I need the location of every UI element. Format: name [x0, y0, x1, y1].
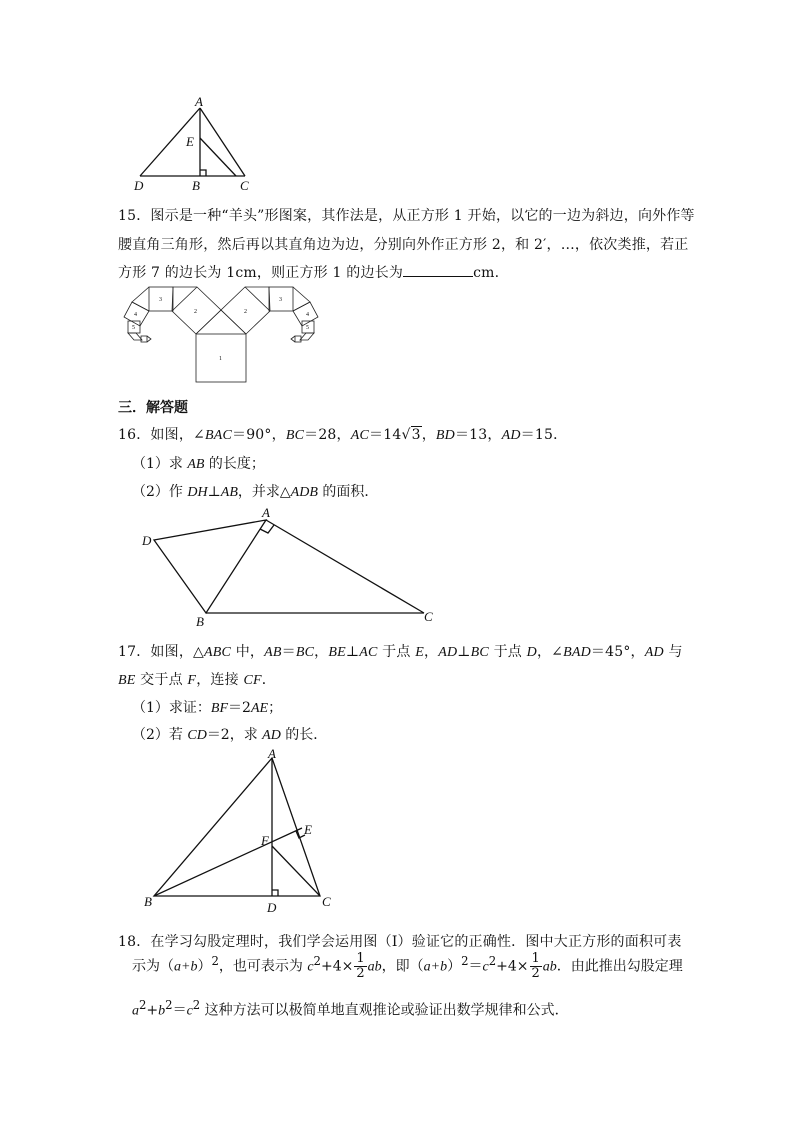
q17-part2: （2）若 CD＝2，求 AD 的长． — [132, 727, 328, 743]
label-C: C — [240, 178, 249, 193]
q16-part2: （2）作 DH⊥AB，并求△ADB 的面积． — [132, 484, 379, 500]
square-2-label-left: 2 — [194, 309, 197, 315]
label-A: A — [262, 505, 270, 520]
square-3-label-right: 3 — [279, 297, 282, 303]
fraction-half: $\frac{1}{2}$ — [531, 951, 540, 981]
label-A: A — [195, 96, 203, 109]
answer-blank[interactable] — [403, 264, 473, 277]
label-D: D — [267, 900, 277, 915]
square-1-label: 1 — [219, 356, 222, 362]
q16-part1: （1）求 AB 的长度； — [132, 456, 265, 472]
square-5-label-right: 5 — [306, 325, 309, 331]
label-E: E — [304, 822, 312, 837]
label-D: D — [142, 533, 152, 548]
label-E: E — [186, 134, 194, 149]
figure-q16 — [138, 505, 438, 630]
q16-stem: 16．如图，∠BAC＝90°，BC＝28，AC＝14√3，BD＝13，AD＝15． — [118, 427, 568, 443]
label-D: D — [134, 178, 144, 193]
q15-line1: 15．图示是一种“羊头”形图案，其作法是，从正方形 1 开始，以它的一边为斜边，向外作等 — [118, 208, 695, 224]
square-4-label-right: 4 — [306, 312, 309, 318]
q17-line1: 17．如图，△ABC 中，AB＝BC，BE⊥AC 于点 E，AD⊥BC 于点 D，∠BAD＝45°，AD 与 — [118, 644, 683, 660]
section-heading: 三．解答题 — [118, 400, 188, 416]
q18-line2: 示为$(a+b)^2$，也可表示为 $c^2+4\times$ $\frac{1}{2}$ ab，即$(a+b)^2=c^2+4\times$ $\frac{1}{2}$ ab．由此推出勾股定理 — [132, 951, 683, 981]
label-B: B — [196, 614, 204, 629]
label-C: C — [322, 894, 331, 909]
q17-part1: （1）求证：BF＝2AE； — [132, 700, 283, 716]
q18-line3: $a^2+b^2=c^2$ 这种方法可以极简单地直观推论或验证出数学规律和公式． — [132, 998, 569, 1019]
fraction-half: $\frac{1}{2}$ — [356, 951, 365, 981]
q15-line2: 腰直角三角形，然后再以其直角边为边，分别向外作正方形 2，和 2′，…，依次类推，若正 — [118, 237, 689, 253]
square-3-label-left: 3 — [159, 297, 162, 303]
figure-ram-head — [122, 284, 332, 386]
q15-line3: 方形 7 的边长为 1cm，则正方形 1 的边长为 cm. — [118, 265, 500, 281]
q17-line2: BE 交于点 F，连接 CF． — [118, 672, 276, 688]
label-C: C — [424, 609, 433, 624]
label-B: B — [144, 894, 152, 909]
label-F: F — [261, 833, 269, 848]
label-B: B — [192, 178, 200, 193]
square-4-label-left: 4 — [134, 312, 137, 318]
q18-line1: 18．在学习勾股定理时，我们学会运用图（Ⅰ）验证它的正确性．图中大正方形的面积可表 — [118, 934, 682, 950]
square-2-label-right: 2 — [244, 309, 247, 315]
figure-triangle-top — [130, 96, 260, 194]
label-A: A — [268, 746, 276, 761]
square-5-label-left: 5 — [132, 325, 135, 331]
figure-q17 — [140, 746, 350, 916]
